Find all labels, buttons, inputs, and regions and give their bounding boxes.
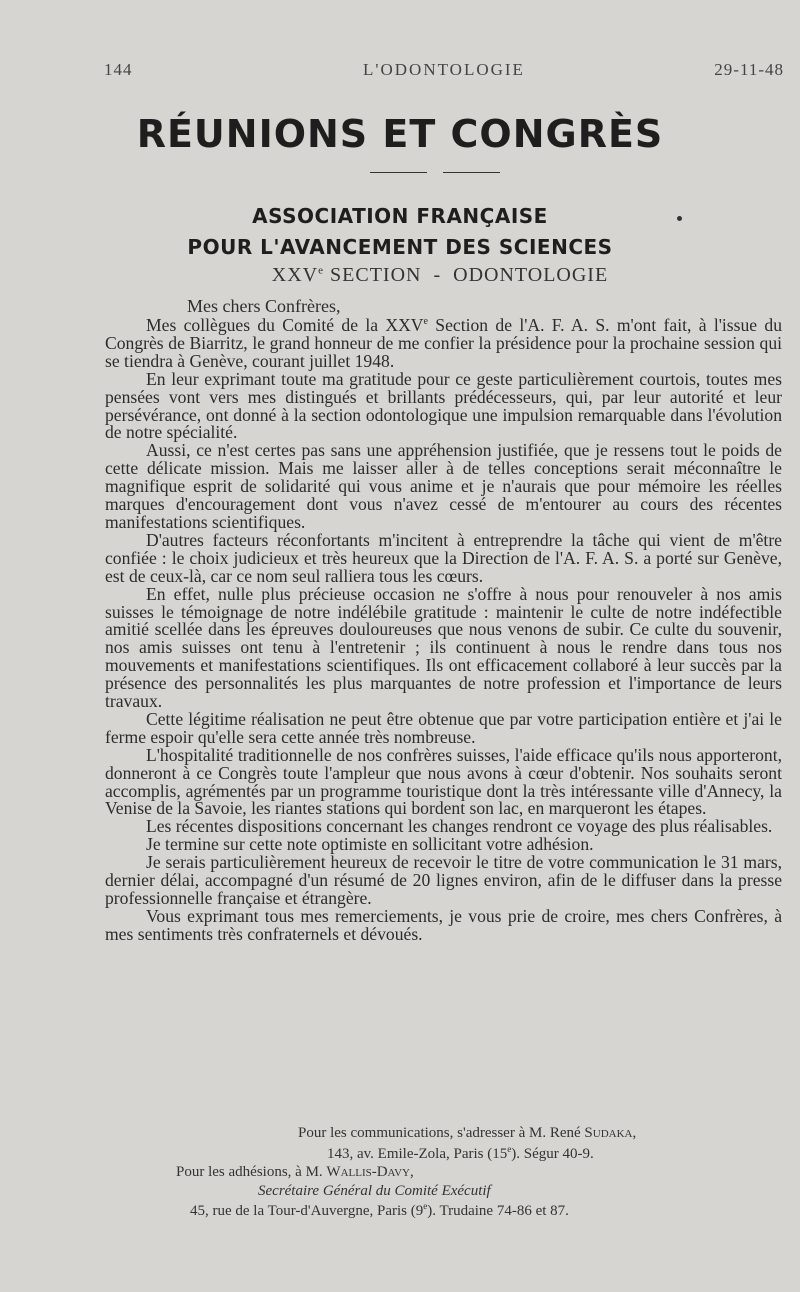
communications-contact: Pour les communications, s'adresser à M. René Sudaka, (298, 1125, 637, 1141)
adhesions-address: 45, rue de la Tour-d'Auvergne, Paris (9e). Trudaine 74-86 et 87. (190, 1201, 569, 1219)
letter-paragraph: Je serais particulièrement heureux de recevoir le titre de votre communication le 31 mars, dernier délai, accompagné d'un résumé de 20 lignes environ, afin de le diffuser dans la presse professionnelle française et étrangère. (105, 852, 782, 908)
letter-paragraph: En leur exprimant toute ma gratitude pour ce geste particulièrement courtois, toutes mes pensées vont vers mes distingués et brillants prédécesseurs, qui, par leur autorité et leur persévérance, ont donné à la section odontologique une impulsion remarquable dans l'évolution de notre spécialité. (105, 368, 782, 443)
page-title: RÉUNIONS ET CONGRÈS (136, 112, 664, 156)
letter-paragraph: Je termine sur cette note optimiste en sollicitant votre adhésion. (146, 834, 594, 855)
issue-date: 29-11-48 (714, 60, 784, 79)
adhesions-contact: Pour les adhésions, à M. Wallis-Davy, (176, 1164, 414, 1180)
adhesions-role: Secrétaire Général du Comité Exécutif (258, 1183, 491, 1199)
letter-paragraph: L'hospitalité traditionnelle de nos confrères suisses, l'aide efficace qu'ils nous apporteront, donneront à ce Congrès toute l'ampleur que nous avons à cœur d'obtenir. Nos souhaits seront accomplis, agrémentés par un programme touristique dont la très intéressante ville d'Annecy, la Venise de la Savoie, les riantes stations qui bordent son lac, en marqueront les étapes. (105, 744, 782, 819)
association-heading-line1: ASSOCIATION FRANÇAISE (252, 204, 548, 228)
page-number: 144 (104, 60, 133, 79)
running-header (104, 60, 784, 82)
section-heading: XXVe SECTION - ODONTOLOGIE (271, 264, 609, 286)
letter-paragraph: Les récentes dispositions concernant les changes rendront ce voyage des plus réalisables. (146, 816, 773, 837)
letter-paragraph: En effet, nulle plus précieuse occasion ne s'offre à nous pour renouveler à nos amis suisses le témoignage de notre indélébile gratitude : maintenir le culte de notre indéfectible amitié scellée dans les épreuves douloureuses que nous venons de subir. Ce culte du souvenir, nos amis suisses ont tenu à l'entretenir ; ils continuent à nous le rendre dans tous nos mouvements et manifestations scientifiques. Ils ont efficacement collaboré à leur succès par la présence des personnalités les plus marquantes de notre profession et l'importance de leurs travaux. (105, 583, 782, 712)
ink-dot (677, 216, 682, 221)
letter-paragraph: D'autres facteurs réconfortants m'incitent à entreprendre la tâche qui vient de m'être confiée : le choix judicieux et très heureux que la Direction de l'A. F. A. S. a porté sur Genève, est de ceux-là, car ce nom seul ralliera tous les cœurs. (105, 529, 782, 586)
letter-paragraph: Aussi, ce n'est certes pas sans une appréhension justifiée, que je ressens tout le poids de cette délicate mission. Mais me laisser aller à de telles conceptions serait méconnaître le magnifique esprit de solidarité qui vous anime et je n'aurais que pour mémoire les réelles marques d'encouragement dont vous n'avez cessé de m'entourer au cours des récentes manifestations scientifiques. (105, 440, 782, 532)
association-heading-line2: POUR L'AVANCEMENT DES SCIENCES (187, 235, 613, 259)
letter-paragraph: Vous exprimant tous mes remerciements, je vous prie de croire, mes chers Confrères, à mes sentiments très confraternels et dévoués. (105, 905, 782, 944)
salutation: Mes chers Confrères, (187, 296, 341, 316)
letter-paragraph: Cette légitime réalisation ne peut être obtenue que par votre participation entière et j'ai le ferme espoir qu'elle sera cette année très nombreuse. (105, 708, 782, 747)
communications-address: 143, av. Emile-Zola, Paris (15e). Ségur 40-9. (327, 1144, 594, 1162)
running-title: L'ODONTOLOGIE (363, 60, 525, 79)
title-rule-gap (427, 171, 443, 173)
letter-paragraph: Mes collègues du Comité de la XXVe Section de l'A. F. A. S. m'ont fait, à l'issue du Congrès de Biarritz, le grand honneur de me confier la présidence pour la prochaine session qui se tiendra à Genève, courant juillet 1948. (105, 315, 783, 371)
letter-body (105, 317, 782, 944)
